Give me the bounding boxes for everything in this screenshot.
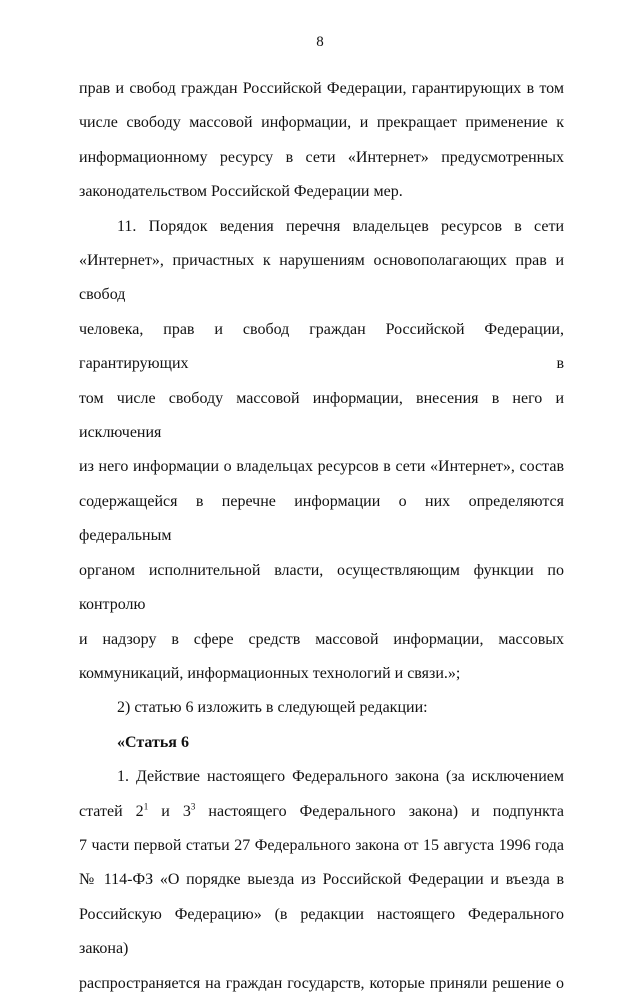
text-line: содержащейся в перечне информации о них определяются федеральным: [79, 492, 564, 545]
text-line: органом исполнительной власти, осуществляющим функции по контролю: [79, 561, 564, 614]
text-line: «Интернет», причастных к нарушениям основополагающих прав и свобод: [79, 252, 564, 304]
text-line: том числе свободу массовой информации, внесения в него и исключения: [79, 389, 564, 442]
text-line-with-superscripts: [79, 795, 564, 829]
paragraph-continuation: [79, 72, 564, 210]
text-fragment: и 3: [148, 802, 191, 820]
paragraph-item-11: [79, 210, 564, 692]
text-fragment: статей 2: [79, 802, 144, 820]
document-body: [79, 72, 564, 1001]
text-line: распространяется на граждан государств, которые приняли решение о: [79, 974, 564, 992]
text-line: из него информации о владельцах ресурсов в сети «Интернет», состав: [79, 458, 564, 476]
text-line: числе свободу массовой информации, и прекращает применение к: [79, 114, 564, 132]
article-heading: «Статья 6: [117, 733, 189, 751]
text-line: 11. Порядок ведения перечня владельцев ресурсов в сети: [117, 217, 564, 235]
text-line: человека, прав и свобод граждан Российской Федерации, гарантирующих в: [79, 320, 564, 373]
text-line: Российскую Федерацию» (в редакции настоящего Федерального закона): [79, 905, 564, 958]
text-line: законодательством Российской Федерации мер.: [79, 183, 403, 201]
text-line: коммуникаций, информационных технологий и связи.»;: [79, 664, 461, 682]
text-line: информационному ресурсу в сети «Интернет» предусмотренных: [79, 148, 564, 166]
text-line: прав и свобод граждан Российской Федерации, гарантирующих в том: [79, 80, 564, 97]
paragraph-amendment: 2) статью 6 изложить в следующей редакции:: [117, 699, 428, 717]
superscript: 3: [190, 801, 196, 812]
text-line: 7 части первой статьи 27 Федерального закона от 15 августа 1996 года: [79, 836, 564, 854]
text-line: и надзору в сфере средств массовой информации, массовых: [79, 630, 564, 648]
text-line: 1. Действие настоящего Федерального закона (за исключением: [117, 768, 564, 786]
page-number: 8: [316, 34, 324, 50]
text-line: № 114-ФЗ «О порядке выезда из Российской Федерации и въезда в: [79, 871, 564, 889]
text-fragment: настоящего Федерального закона) и подпункта: [195, 802, 564, 820]
paragraph-article-6-item-1: [79, 760, 564, 1001]
superscript: 1: [143, 801, 149, 812]
